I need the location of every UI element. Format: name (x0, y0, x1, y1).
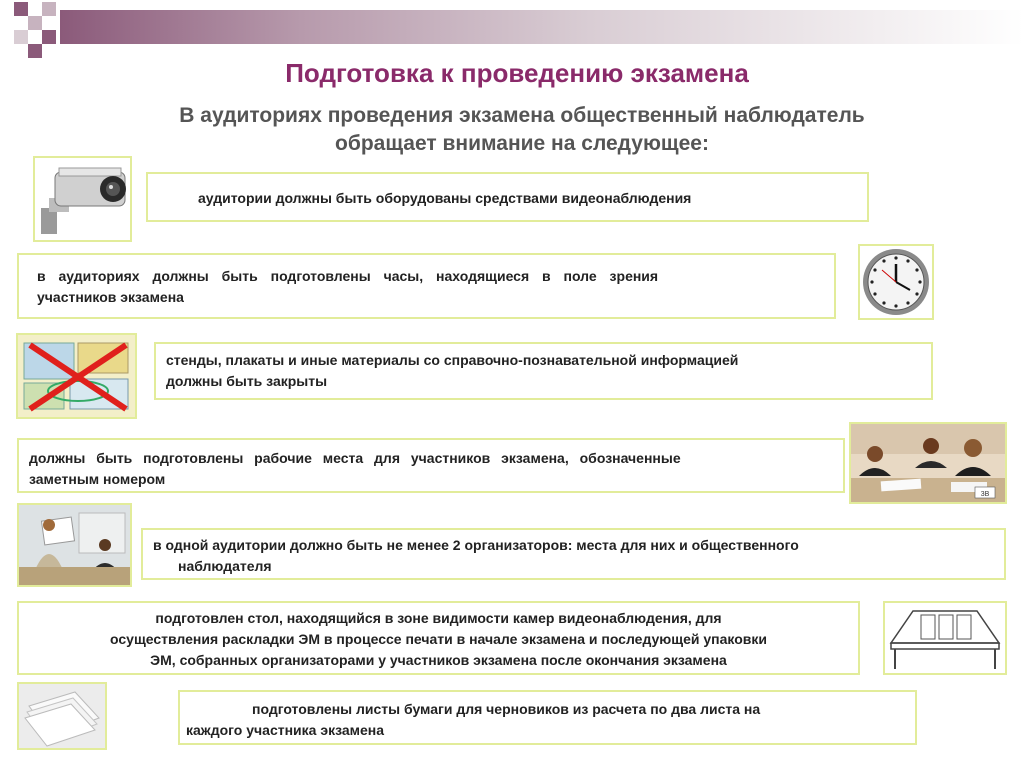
item-text-line: наблюдателя (178, 558, 272, 574)
decor-square (28, 44, 42, 58)
item-text-line: стенды, плакаты и иные материалы со справочно-познавательной информацией (166, 352, 739, 368)
page-subtitle (60, 102, 984, 158)
item-text: аудитории должны быть оборудованы средствами видеонаблюдения (198, 190, 692, 206)
decor-square (28, 16, 42, 30)
decor-square (14, 30, 28, 44)
item-video-surveillance (146, 172, 869, 222)
item-text-line: подготовлены листы бумаги для черновиков из расчета по два листа на (252, 701, 761, 717)
item-posters-covered (154, 342, 933, 400)
table-drawing-image (883, 601, 1007, 675)
decor-square (14, 2, 28, 16)
cctv-camera-image (33, 156, 132, 242)
page-title: Подготовка к проведению экзамена (285, 58, 749, 88)
covered-posters-image (16, 333, 137, 419)
item-text-line: ЭМ, собранных организаторами у участников экзамена после окончания экзамена (150, 652, 727, 668)
item-text-line: подготовлен стол, находящийся в зоне видимости камер видеонаблюдения, для (155, 610, 722, 626)
desk-number-label: 3В (980, 491, 990, 498)
organizers-image (17, 503, 132, 587)
wall-clock-image (858, 244, 934, 320)
exam-students-image (849, 422, 1007, 504)
item-text-line: осуществления раскладки ЭМ в процессе печати в начале экзамена и последующей упаковки (110, 631, 767, 647)
paper-sheets-image (17, 682, 107, 750)
item-printing-table (17, 601, 860, 675)
item-organizers (141, 528, 1006, 580)
item-text-line: в аудиториях должны быть подготовлены часы, находящиеся в поле зрения (37, 268, 659, 284)
item-clocks (17, 253, 836, 319)
subtitle-line: обращает внимание на следующее: (335, 132, 709, 155)
item-text-line: заметным номером (29, 471, 166, 487)
header-gradient-bar (60, 10, 1024, 44)
item-text-line: в одной аудитории должно быть не менее 2 организаторов: места для них и общественного (153, 537, 799, 553)
item-draft-paper (178, 690, 917, 745)
item-workplaces (17, 438, 845, 493)
subtitle-line: В аудиториях проведения экзамена общественный наблюдатель (179, 104, 865, 127)
item-text-line: должны быть подготовлены рабочие места для участников экзамена, обозначенные (29, 450, 681, 466)
item-text-line: каждого участника экзамена (186, 722, 385, 738)
item-text-line: должны быть закрыты (166, 373, 328, 389)
item-text-line: участников экзамена (37, 289, 184, 305)
decor-square (42, 30, 56, 44)
decor-square (42, 2, 56, 16)
